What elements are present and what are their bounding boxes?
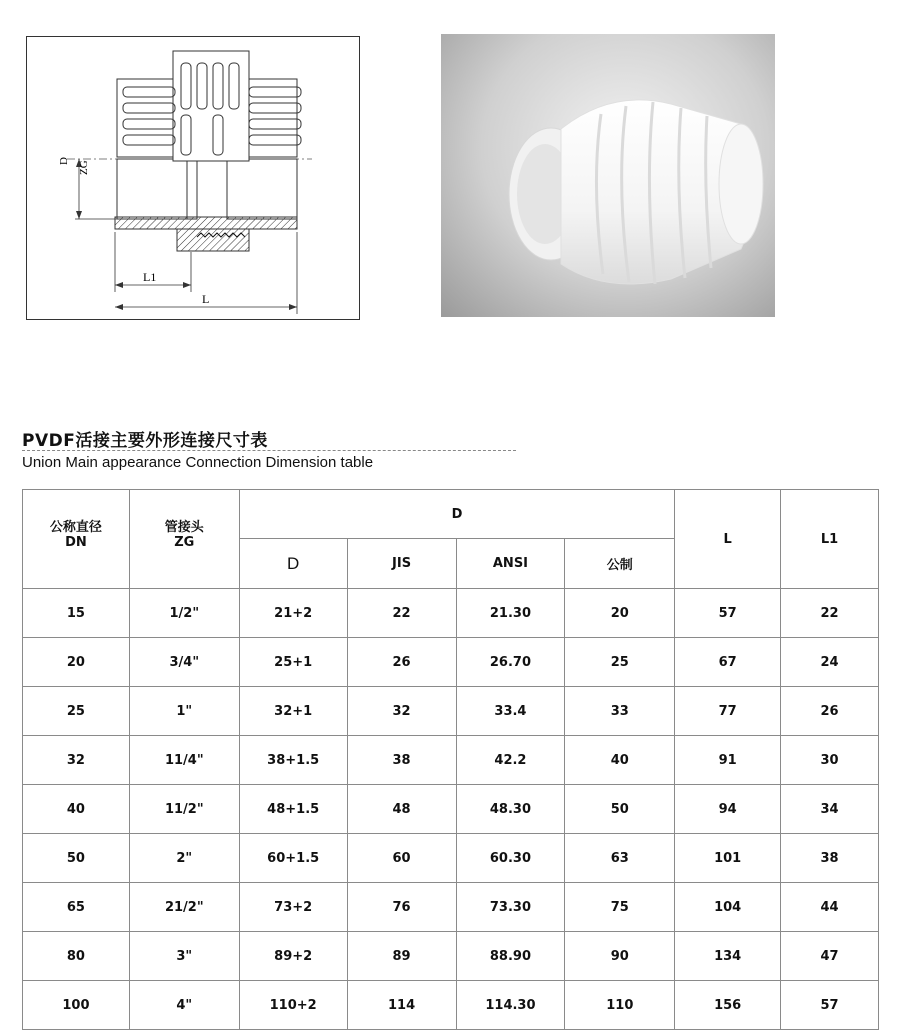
- cell-l1: 26: [781, 687, 879, 736]
- dimension-label-l: L: [202, 292, 210, 306]
- table-row: [23, 736, 879, 785]
- cell-d: 21+2: [239, 589, 347, 638]
- header-ansi: ANSI: [456, 539, 565, 589]
- header-d-sub-label: D: [287, 553, 300, 573]
- cell-ansi: 26.70: [456, 638, 565, 687]
- cell-dn: 65: [23, 883, 130, 932]
- union-cross-section-drawing: [27, 37, 361, 321]
- cell-l1: 30: [781, 736, 879, 785]
- cell-jis: 38: [347, 736, 456, 785]
- header-l1: L1: [781, 490, 879, 589]
- cell-metric: 20: [565, 589, 675, 638]
- cell-ansi: 33.4: [456, 687, 565, 736]
- table-row: [23, 834, 879, 883]
- cell-zg: 3": [129, 932, 239, 981]
- cell-l: 94: [675, 785, 781, 834]
- table-row: [23, 638, 879, 687]
- cell-ansi: 42.2: [456, 736, 565, 785]
- cell-jis: 76: [347, 883, 456, 932]
- cell-dn: 80: [23, 932, 130, 981]
- cell-l1: 38: [781, 834, 879, 883]
- table-row: [23, 981, 879, 1030]
- cell-d: 60+1.5: [239, 834, 347, 883]
- cell-l1: 57: [781, 981, 879, 1030]
- header-zg-en: ZG: [174, 535, 195, 550]
- header-zg-cn: 管接头: [164, 520, 204, 535]
- cell-dn: 25: [23, 687, 130, 736]
- table-row: [23, 687, 879, 736]
- cell-metric: 50: [565, 785, 675, 834]
- cell-dn: 20: [23, 638, 130, 687]
- header-metric: 公制: [565, 539, 675, 589]
- cell-jis: 32: [347, 687, 456, 736]
- cell-l: 156: [675, 981, 781, 1030]
- cell-dn: 50: [23, 834, 130, 883]
- cell-dn: 32: [23, 736, 130, 785]
- cell-metric: 90: [565, 932, 675, 981]
- cell-zg: 1/2": [129, 589, 239, 638]
- cell-metric: 110: [565, 981, 675, 1030]
- header-dn-cn: 公称直径: [49, 520, 102, 535]
- cell-l: 101: [675, 834, 781, 883]
- union-fitting-illustration: [441, 34, 775, 317]
- section-title-cn: PVDF活接主要外形连接尺寸表: [22, 431, 268, 451]
- cell-l1: 24: [781, 638, 879, 687]
- cell-d: 48+1.5: [239, 785, 347, 834]
- cell-zg: 1": [129, 687, 239, 736]
- table-row: [23, 589, 879, 638]
- cell-d: 25+1: [239, 638, 347, 687]
- cell-l: 67: [675, 638, 781, 687]
- cell-zg: 3/4": [129, 638, 239, 687]
- cell-ansi: 73.30: [456, 883, 565, 932]
- technical-drawing: [26, 36, 360, 320]
- section-title-en: Union Main appearance Connection Dimension table: [22, 454, 374, 471]
- cell-l1: 22: [781, 589, 879, 638]
- cell-l1: 44: [781, 883, 879, 932]
- cell-l: 91: [675, 736, 781, 785]
- header-jis: JIS: [347, 539, 456, 589]
- dimension-label-l1: L1: [143, 270, 157, 284]
- cell-d: 32+1: [239, 687, 347, 736]
- cell-zg: 2": [129, 834, 239, 883]
- cell-zg: 21/2": [129, 883, 239, 932]
- header-zg: [129, 490, 239, 589]
- cell-dn: 15: [23, 589, 130, 638]
- cell-ansi: 21.30: [456, 589, 565, 638]
- cell-ansi: 48.30: [456, 785, 565, 834]
- cell-l: 57: [675, 589, 781, 638]
- header-dn: [23, 490, 130, 589]
- product-photo: [441, 34, 775, 317]
- cell-jis: 60: [347, 834, 456, 883]
- cell-zg: 4": [129, 981, 239, 1030]
- cell-jis: 22: [347, 589, 456, 638]
- cell-l: 104: [675, 883, 781, 932]
- header-dn-en: DN: [65, 535, 87, 550]
- cell-zg: 11/4": [129, 736, 239, 785]
- table-row: [23, 883, 879, 932]
- cell-metric: 25: [565, 638, 675, 687]
- cell-d: 110+2: [239, 981, 347, 1030]
- cell-metric: 75: [565, 883, 675, 932]
- cell-ansi: 88.90: [456, 932, 565, 981]
- cell-jis: 48: [347, 785, 456, 834]
- cell-jis: 26: [347, 638, 456, 687]
- cell-dn: 100: [23, 981, 130, 1030]
- header-d-sub: [239, 539, 347, 589]
- cell-dn: 40: [23, 785, 130, 834]
- cell-jis: 114: [347, 981, 456, 1030]
- table-row: [23, 932, 879, 981]
- cell-l: 77: [675, 687, 781, 736]
- cell-ansi: 114.30: [456, 981, 565, 1030]
- cell-metric: 63: [565, 834, 675, 883]
- cell-d: 89+2: [239, 932, 347, 981]
- dimension-label-d: D: [58, 157, 70, 165]
- cell-l: 134: [675, 932, 781, 981]
- cell-metric: 40: [565, 736, 675, 785]
- cell-d: 38+1.5: [239, 736, 347, 785]
- cell-zg: 11/2": [129, 785, 239, 834]
- dimension-label-zg: ZG: [78, 160, 90, 175]
- cell-l1: 34: [781, 785, 879, 834]
- header-d-group: D: [239, 490, 675, 539]
- table-body: [23, 589, 879, 1030]
- cell-ansi: 60.30: [456, 834, 565, 883]
- dimension-table: [22, 489, 879, 1030]
- cell-d: 73+2: [239, 883, 347, 932]
- cell-metric: 33: [565, 687, 675, 736]
- table-row: [23, 785, 879, 834]
- header-l: L: [675, 490, 781, 589]
- title-divider: [22, 450, 516, 451]
- cell-l1: 47: [781, 932, 879, 981]
- cell-jis: 89: [347, 932, 456, 981]
